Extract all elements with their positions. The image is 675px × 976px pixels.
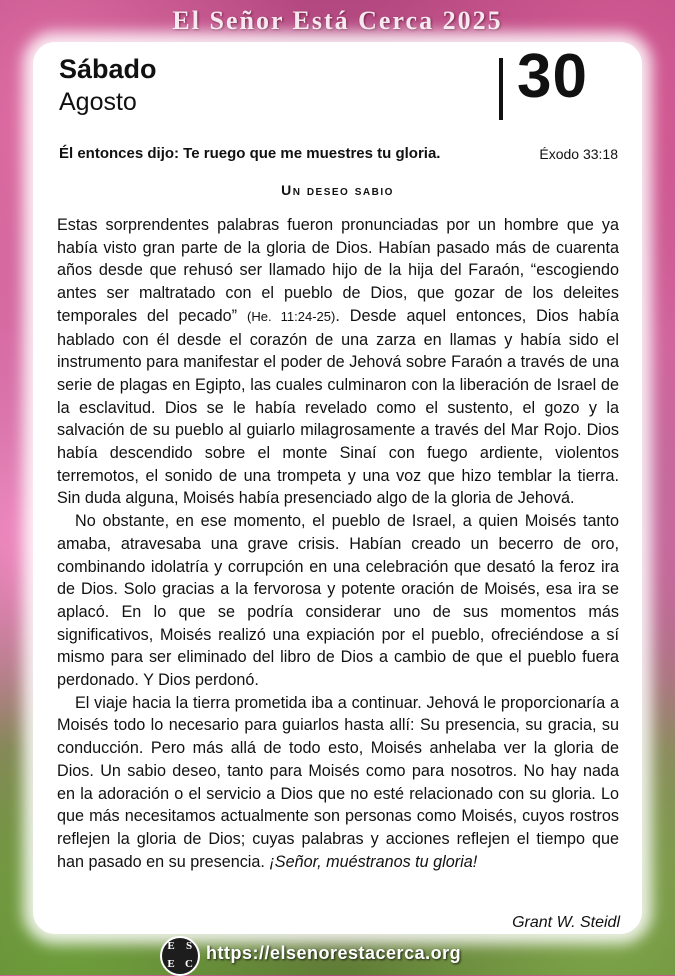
key-verse: Él entonces dijo: Te ruego que me muestres tu gloria.: [59, 145, 441, 162]
publisher-logo: E S E C: [160, 936, 200, 976]
day-number: 30: [517, 42, 588, 111]
inline-reference: (He. 11:24-25): [247, 308, 336, 324]
devotional-card: [33, 42, 642, 934]
date-divider: [499, 58, 503, 120]
author-name: Grant W. Steidl: [512, 914, 620, 931]
day-name: Sábado: [59, 54, 157, 84]
closing-prayer: ¡Señor, muéstranos tu gloria!: [269, 852, 478, 871]
paragraph-2: No obstante, en ese momento, el pueblo de Israel, a quien Moisés tanto amaba, atravesaba una grave crisis. Habían creado un becerro de oro, combinando idolatría y corrupción en una celebración que desató la feroz ira de Dios. Solo gracias a la fervorosa y potente oración de Moisés, esa ira se aplacó. En lo que se podría considerar uno de sus momentos más significativos, Moisés realizó una expiación por el pueblo, ofreciéndose a sí mismo para ser eliminado del libro de Dios a cambio de que el pueblo fuera perdonado. Y Dios perdonó.: [57, 512, 619, 690]
month-name: Agosto: [59, 88, 137, 116]
devotional-title: Un deseo sabio: [281, 182, 394, 198]
paragraph-3: El viaje hacia la tierra prometida iba a continuar. Jehová le proporcionaría a Moisés todo lo necesario para guiarlos hasta allí: Su presencia, su gracia, su conducción. Pero más allá de todo esto, Moisés anhelaba ver la gloria de Dios. Un sabio deseo, tanto para Moisés como para nosotros. No hay nada en la adoración o el servicio a Dios que no esté relacionado con su gloria. Lo que más necesitamos actualmente son personas como Moisés, cuyos rostros reflejen la gloria de Dios; cuyas palabras y acciones reflejen el tiempo que han pasado en su presencia. ¡Señor, muéstranos tu gloria!: [57, 693, 619, 871]
website-link[interactable]: https://elsenorestacerca.org: [206, 943, 462, 963]
devotional-body: [57, 214, 619, 873]
publication-title: El Señor Está Cerca 2025: [172, 6, 503, 35]
paragraph-1: Estas sorprendentes palabras fueron pronunciadas por un hombre que ya había visto gran parte de la gloria de Dios. Habían pasado más de cuarenta años desde que rehusó ser llamado hijo de la hija del Faraón, “escogiendo antes ser maltratado con el pueblo de Dios, que gozar de los deleites temporales del pecado” (He. 11:24-25). Desde aquel entonces, Dios había hablado con él desde el corazón de una zarza en llamas y había sido el instrumento para manifestar el poder de Jehová sobre Faraón a través de una serie de plagas en Egipto, las cuales culminaron con la liberación de Israel de la esclavitud. Dios se le había revelado como el sustento, el gozo y la salvación de su pueblo al guiarlo milagrosamente a través del Mar Rojo. Dios había descendido sobre el monte Sinaí con fuego ardiente, violentos terremotos, el sonido de una trompeta y una voz que hizo temblar la tierra. Sin duda alguna, Moisés había presenciado algo de la gloria de Jehová.: [57, 216, 620, 508]
verse-reference: Éxodo 33:18: [539, 146, 618, 162]
